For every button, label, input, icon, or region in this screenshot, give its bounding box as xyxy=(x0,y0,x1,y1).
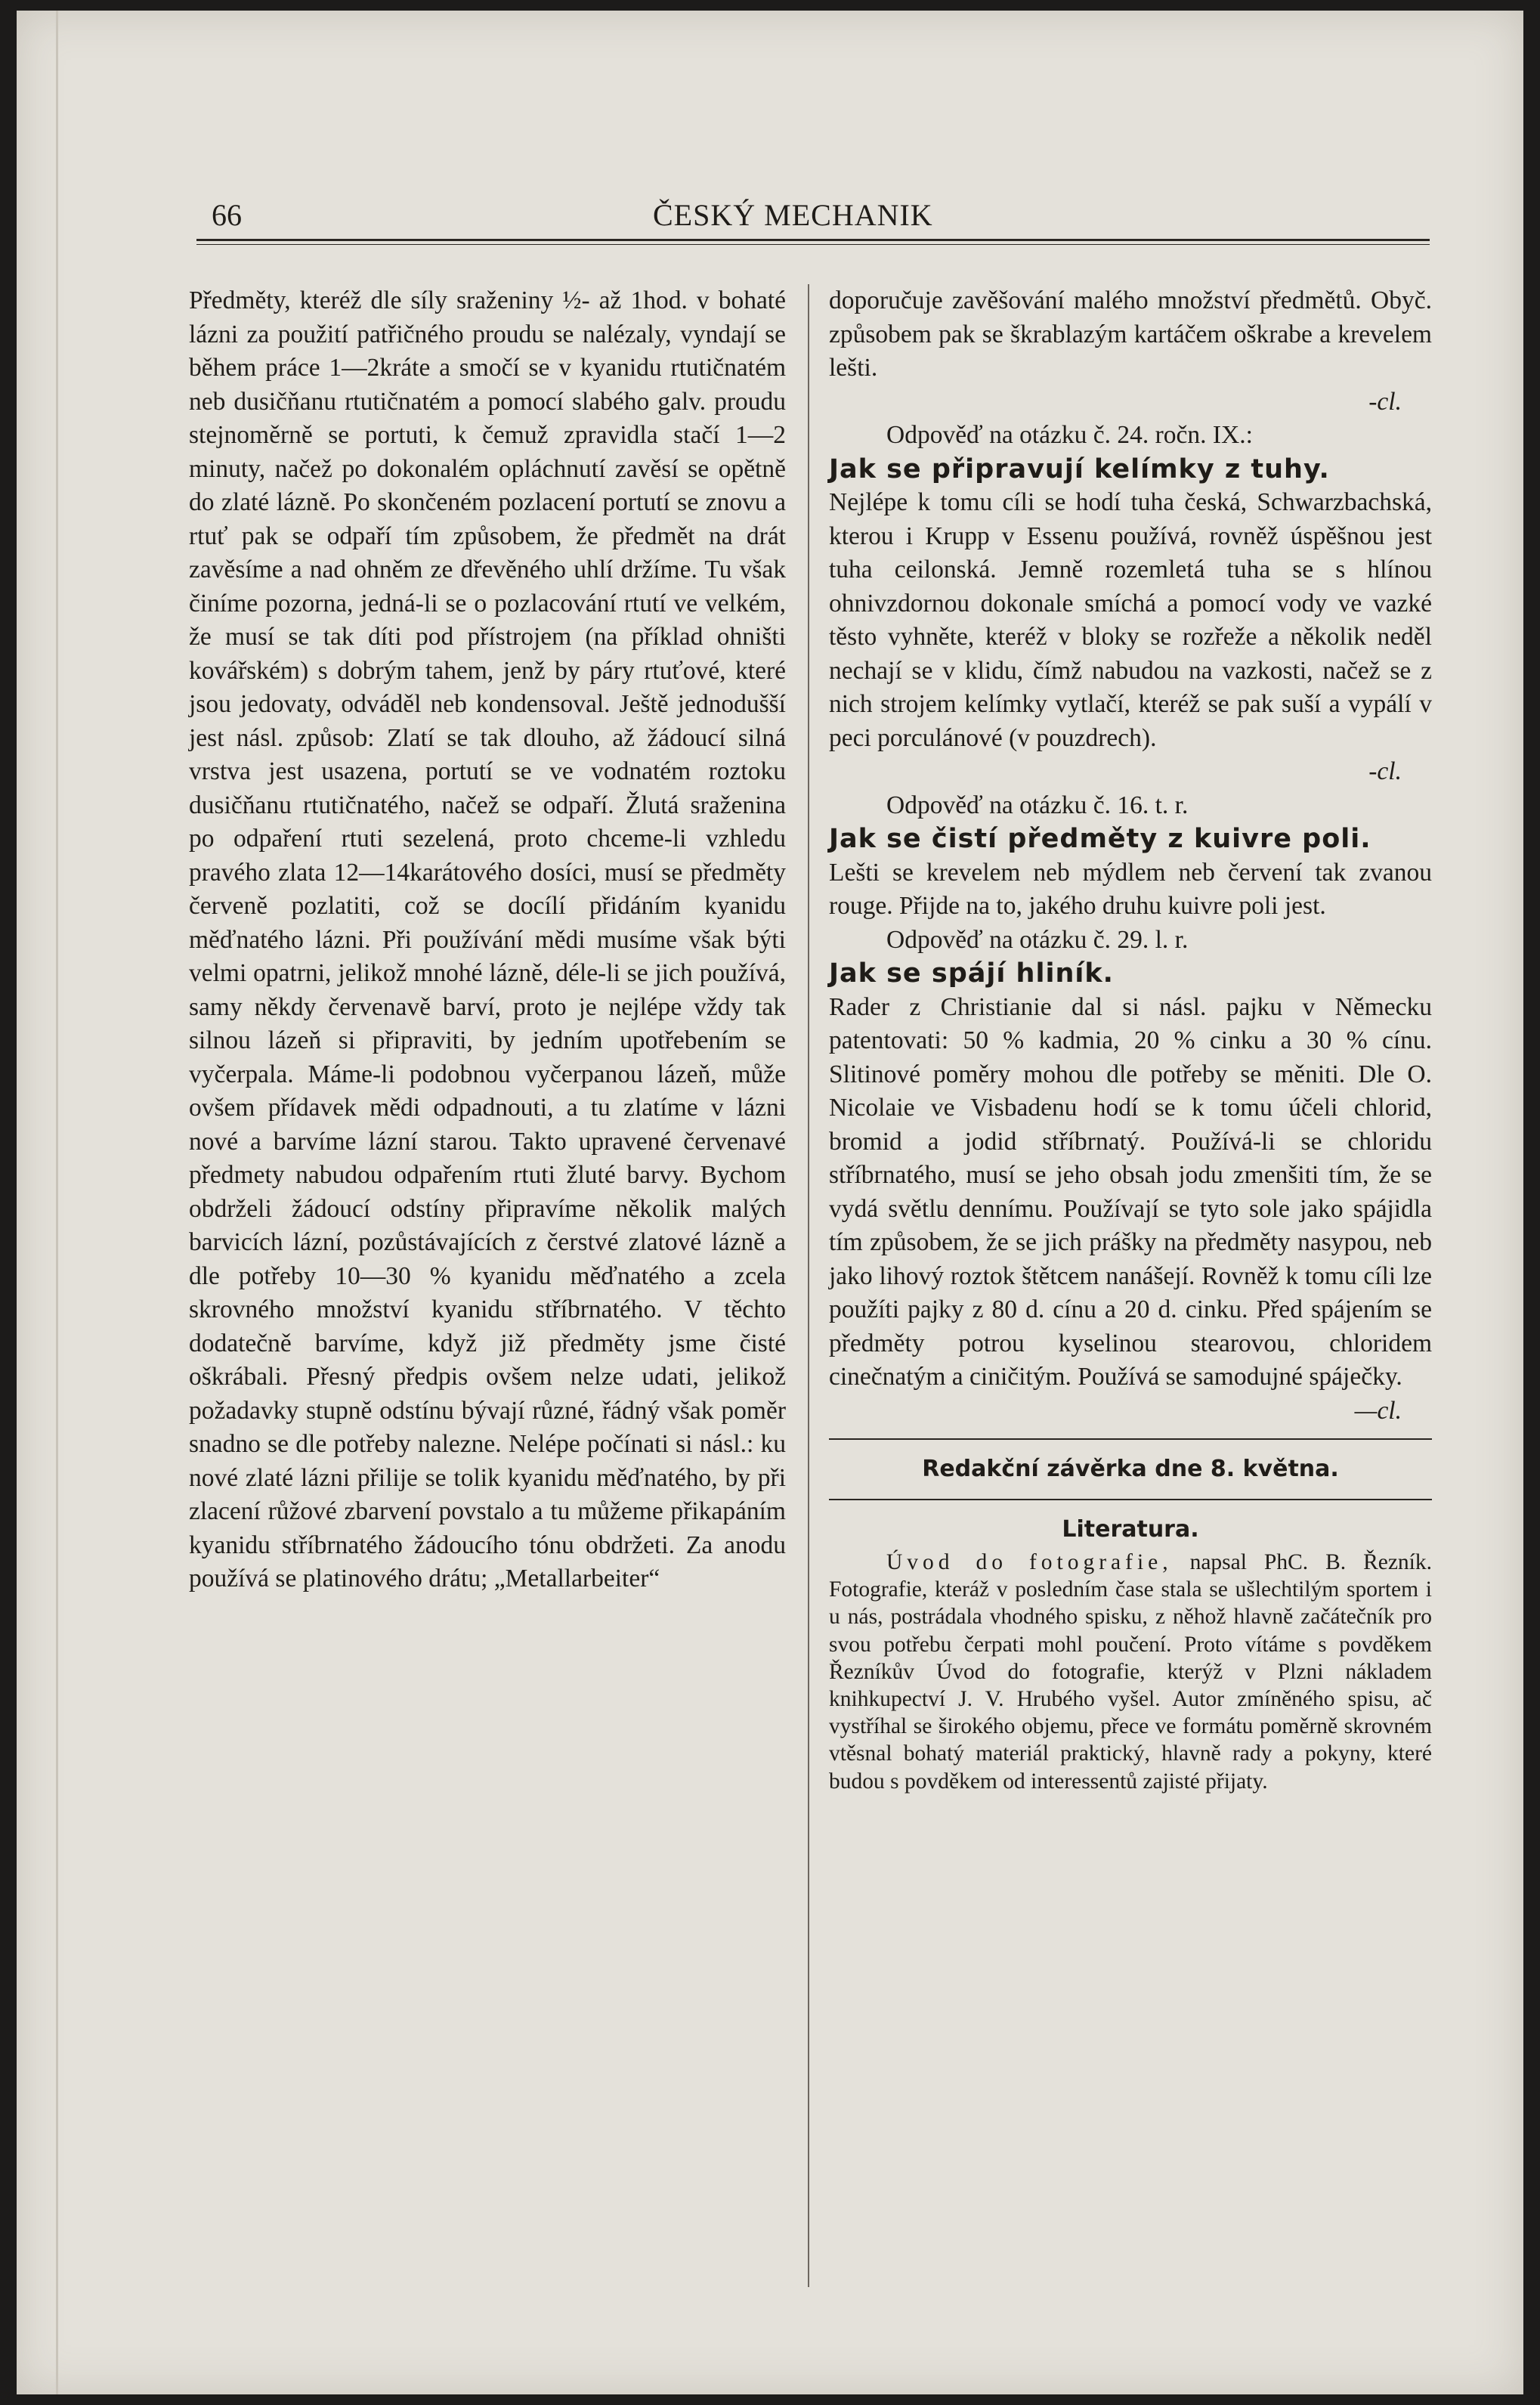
page-header xyxy=(196,193,1428,238)
signature: —cl. xyxy=(1354,1396,1402,1425)
left-column-text: Předměty, kteréž dle síly sraženiny ½- až 1hod. v bohaté lázni za použití patřičného proudu se nalézaly, vyndají se během práce 1—2kráte a smočí se v kyanidu rtutičnatém neb dusičňanu rtutičnatém a pomocí slabého galv. proudu stejnoměrně se portuti, k čemuž zpravidla stačí 1—2 minuty, načež po dokonalém opláchnutí zavěsí se opětně do zlaté lázně. Po skončeném pozlacení portutí se znovu a rtuť pak se odpaří tím způsobem, že předmět na drát zavěsíme a nad ohněm ze dřevěného uhlí držíme. Tu však činíme pozorna, jedná-li se o pozlacování rtutí ve velkém, že musí se tak díti pod přístrojem (na příklad ohništi kovářském) s dobrým tahem, jenž by páry rtuťové, které jsou jedovaty, odváděl neb kondensoval. Ještě jednodušší jest násl. způsob: Zlatí se tak dlouho, až žádoucí silná vrstva jest usazena, portutí se ve vodnatém roztoku dusičňanu rtutičnatého, načež se odpaří. Žlutá sraženina po odpaření rtuti sezelená, proto chceme-li vzhledu pravého zlata 12—14karátového dosíci, musí se předměty červeně pozlatiti, což se docílí přidáním kyanidu měďnatého lázni. Při používání mědi musíme však býti velmi opatrni, jelikož mnohé lázně, déle-li se jich používá, samy někdy červenavě barví, proto je nejlépe vždy tak silnou lázeň si připraviti, by jedním upotřebením se vyčerpala. Máme-li podobnou vyčerpanou lázeň, může ovšem přídavek mědi odpadnouti, a tu zlatíme v lázni nové a barvíme lázní starou. Takto upravené červenavé předmety nabudou odpařením rtuti žluté barvy. Bychom obdrželi žádoucí odstíny připravíme několik malých barvicích lázní, pozůstávajících z čerstvé zlatové lázně a dle potřeby 10—30 % kyanidu měďnatého a zcela skrovného množství kyanidu stříbrnatého. V těchto dodatečně barvíme, když již předměty jsme čisté oškrábali. Přesný předpis ovšem nelze udati, jelikož požadavky stupně odstínu bývají různé, řádný však poměr snadno se dle potřeby nalezne. Nelépe počínati si násl.: ku nové zlaté lázni přilije se tolik kyanidu měďnatého, by při zlacení růžové zbarvení povstalo a tu můžeme přikapáním kyanidu stříbrnatého žádoucího tónu obdržeti. Za anodu používá se platinového drátu; „Metallarbeiter“ xyxy=(189,286,786,1592)
header-rule-thin xyxy=(196,244,1430,245)
left-column xyxy=(189,284,786,1596)
section-rule xyxy=(829,1438,1432,1440)
page-number: 66 xyxy=(212,198,242,232)
continued-text: doporučuje zavěšování malého množství předmětů. Obyč. způsobem pak se škrablazým kartáčem oškrabe a krevelem lešti. xyxy=(829,286,1432,382)
right-column xyxy=(829,284,1432,1795)
answer-lead: Odpověď na otázku č. 16. t. r. xyxy=(886,791,1189,819)
section-rule xyxy=(829,1499,1432,1500)
answer-heading: Jak se čistí předměty z kuivre poli. xyxy=(829,824,1371,854)
literature-body: napsal PhC. B. Řezník. Fotografie, kteráž v posledním čase stala se ušlechtilým sportem i u nás, postrádala vhodného spisku, z něhož hlavně začátečník pro svou potřebu čerpati mohl poučení. Proto vítáme s povděkem Řezníkův Úvod do fotografie, kterýž v Plzni nákladem knihkupectví J. V. Hrubého vyšel. Autor zmíněného spisu, ač vystříhal se širokého objemu, přece ve formátu poměrně skrovném vtěsnal bohatý materiál praktický, hlavně rady a pokyny, které budou s povděkem od interessentů zajisté přijaty. xyxy=(829,1550,1433,1794)
literature-heading: Literatura. xyxy=(1062,1516,1199,1543)
answer-lead: Odpověď na otázku č. 24. ročn. IX.: xyxy=(886,421,1253,449)
editorial-close-note: Redakční závěrka dne 8. května. xyxy=(922,1456,1339,1482)
signature: -cl. xyxy=(1368,757,1402,785)
header-rule xyxy=(196,239,1430,241)
answer-heading: Jak se spájí hliník. xyxy=(829,958,1114,989)
answer-body: Nejlépe k tomu cíli se hodí tuha česká, Schwarzbachská, kterou i Krupp v Essenu používá, rovněž úspěšnou jest tuha ceilonská. Jemně rozemletá tuha se s hlínou ohnivzdornou dokonale smíchá a pomocí vody ve vazké těsto vyhněte, kteréž v bloky se rozřeže a několik neděl nechají se v klidu, čímž nabudou na vazkosti, načež se z nich strojem kelímky vytlačí, kteréž se pak suší a vypálí v peci porculánové (v pouzdrech). xyxy=(829,488,1432,752)
answer-body: Rader z Christianie dal si násl. pajku v Německu patentovati: 50 % kadmia, 20 % cinku a 30 % cínu. Slitinové poměry mohou dle potřeby se měniti. Dle O. Nicolaie ve Visbadenu hodí se k tomu účeli chlorid, bromid a jodid stříbrnatý. Používá-li se chloridu stříbrnatého, musí se jeho obsah jodu zmenšiti tím, že se vydá světlu dennímu. Používají se tyto sole jako spájidla tím způsobem, že se jich prášky na předměty nasypou, neb jako lihový roztok štětcem nanášejí. Rovněž k tomu cíli lze použíti pajky z 80 d. cínu a 20 d. cinku. Před spájením se předměty potrou kyselinou stearovou, chloridem cinečnatým a ciničitým. Používá se samodujné spáječky. xyxy=(829,992,1432,1391)
book-title: Úvod do fotografie, xyxy=(886,1550,1173,1574)
answer-lead: Odpověď na otázku č. 29. l. r. xyxy=(886,925,1189,954)
page-edge-shadow xyxy=(56,11,58,2394)
answer-body: Lešti se krevelem neb mýdlem neb červení tak zvanou rouge. Přijde na to, jakého druhu kuivre poli jest. xyxy=(829,858,1432,920)
answer-heading: Jak se připravují kelímky z tuhy. xyxy=(829,453,1330,484)
literature-entry xyxy=(829,1549,1432,1795)
signature: -cl. xyxy=(1368,387,1402,416)
journal-title: ČESKÝ MECHANIK xyxy=(653,198,933,232)
column-divider xyxy=(808,284,809,2287)
